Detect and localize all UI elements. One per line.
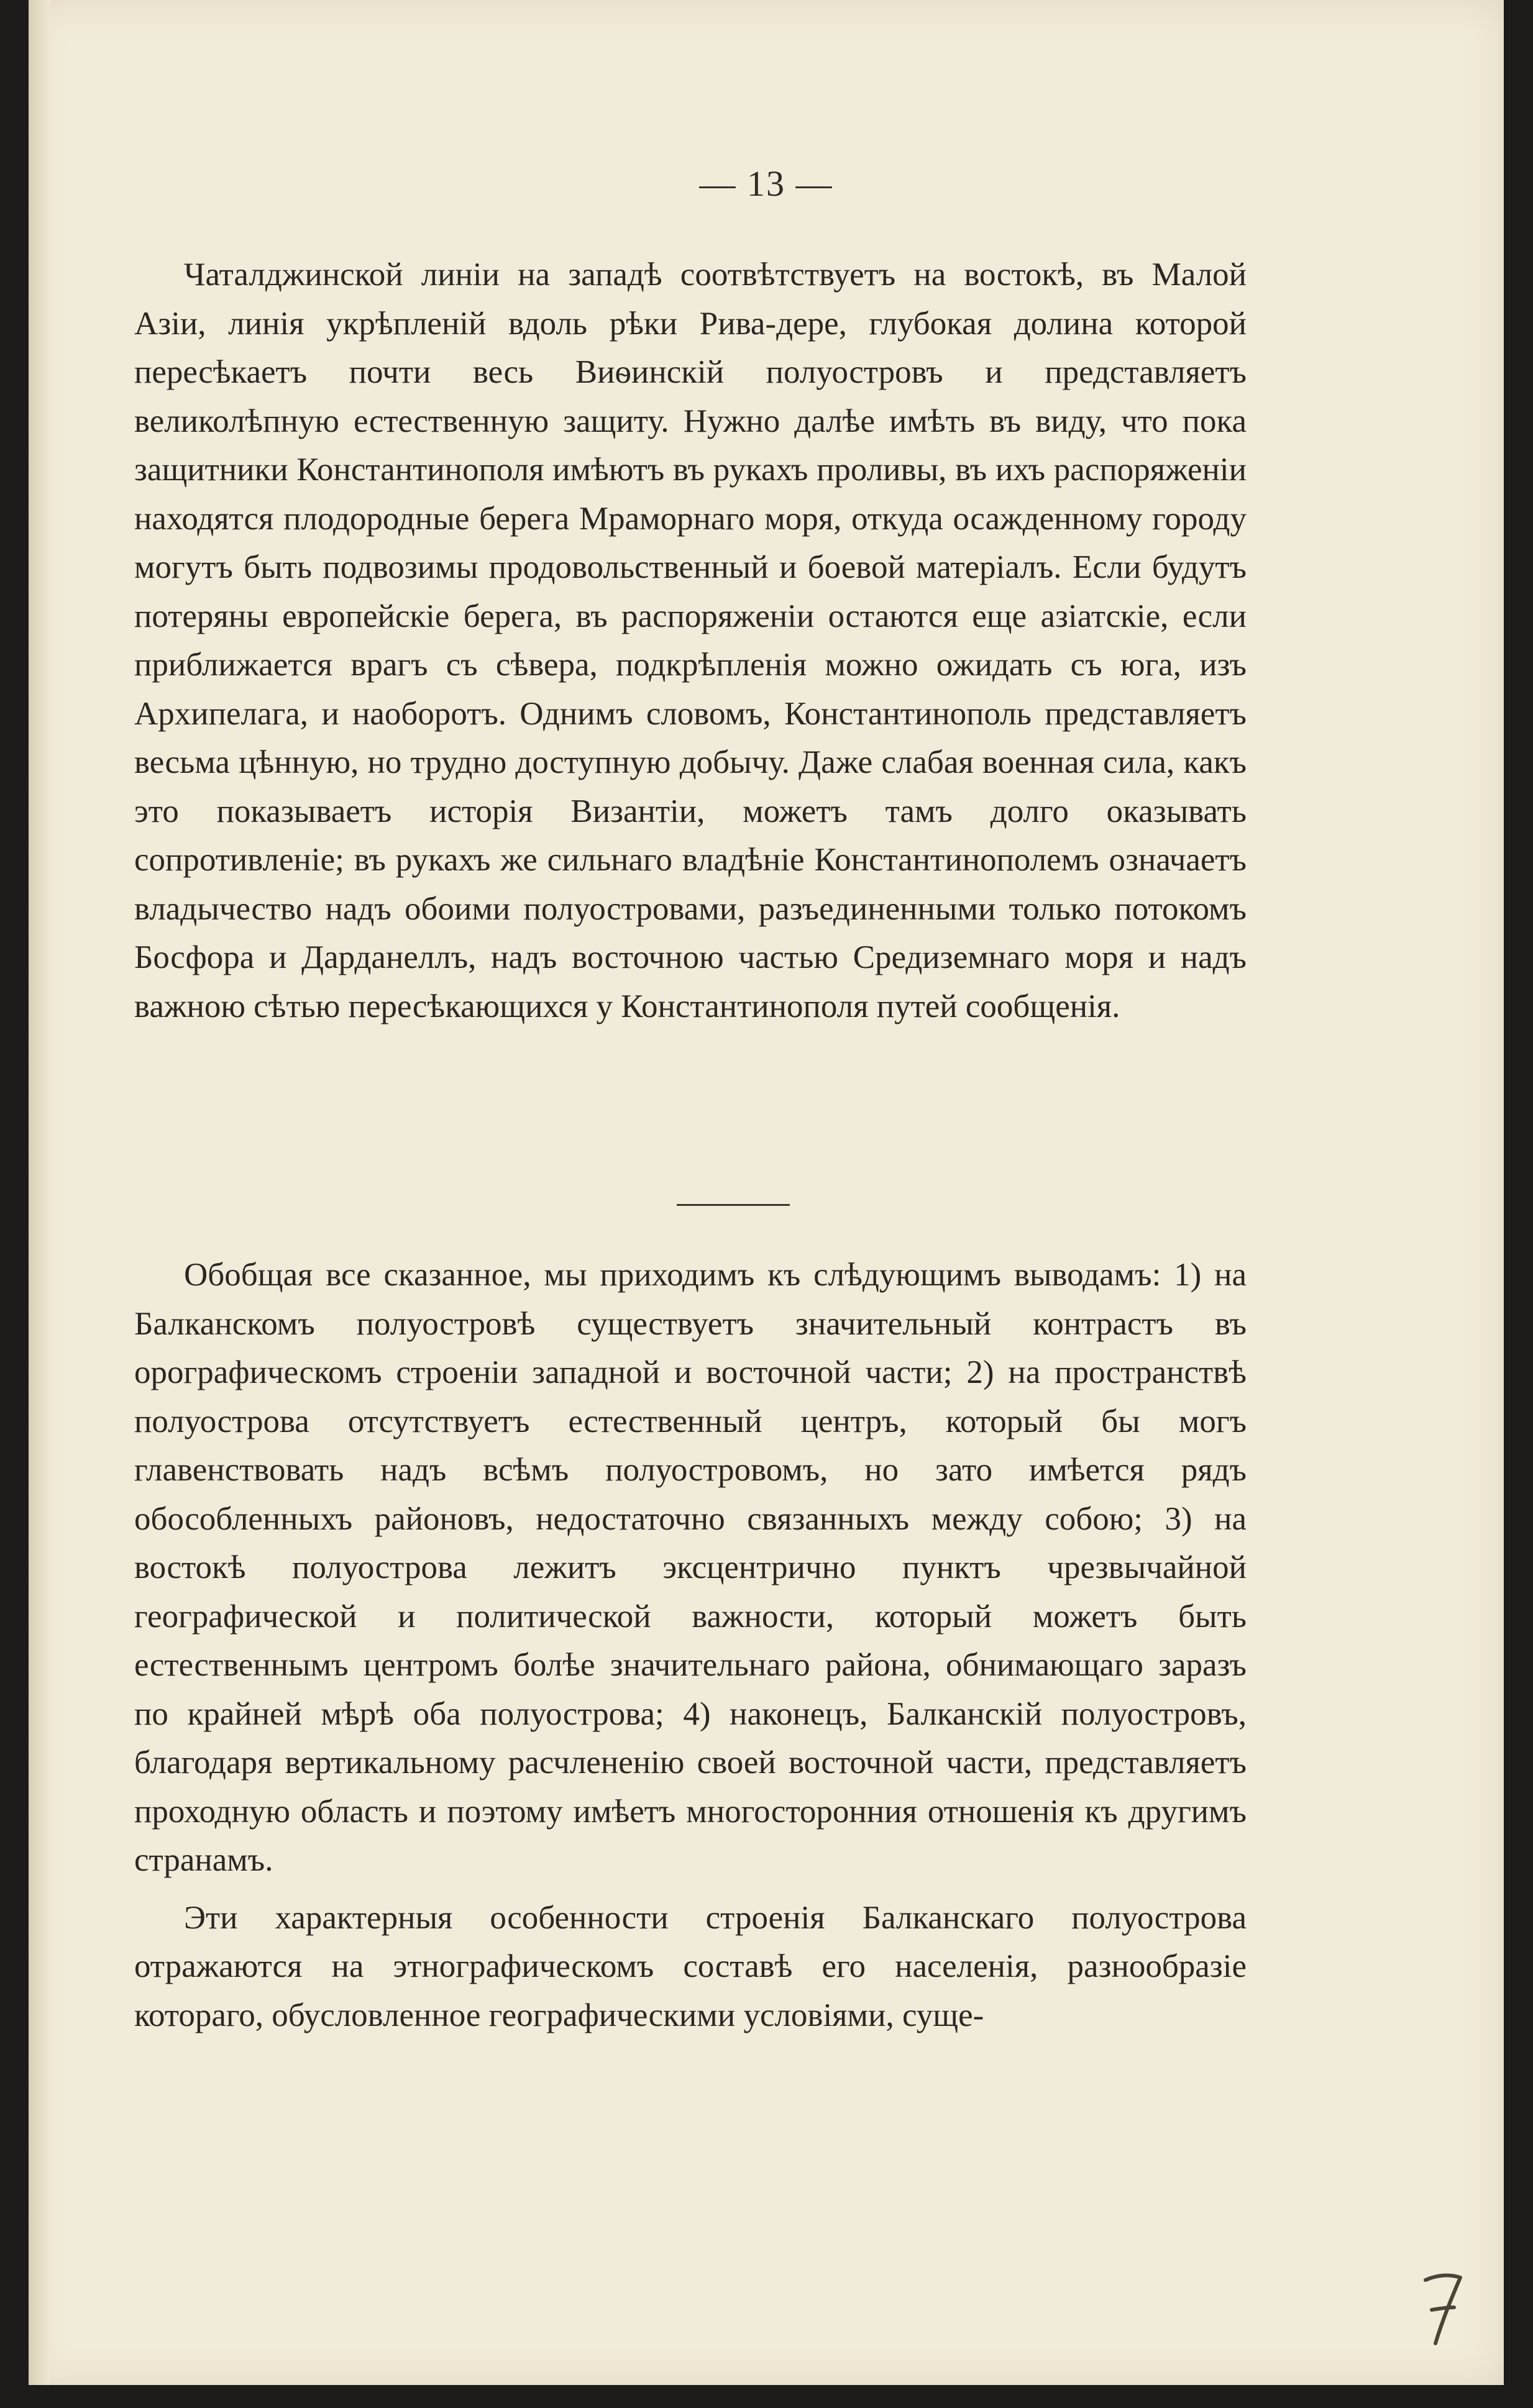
text-section-2 xyxy=(134,1251,1247,2040)
document-page xyxy=(29,0,1504,2385)
text-section-1 xyxy=(134,250,1247,1031)
page-number: — 13 — xyxy=(699,163,833,204)
paragraph-ethnography: Эти характерныя особенности строенія Балканскаго полуострова отражаются на этнографическомъ составѣ его населенія, разнообразіе котораго, обусловленное географическими условіями, суще- xyxy=(134,1899,1247,2033)
binding-gutter xyxy=(29,0,50,2385)
paragraph-conclusions: Обобщая все сказанное, мы приходимъ къ слѣдующимъ выводамъ: 1) на Балканскомъ полуостровѣ существуетъ значительный контрастъ въ орографическомъ строеніи западной и восточной части; 2) на пространствѣ полуострова отсутствуетъ естественный центръ, который бы могъ главенствовать надъ всѣмъ полуостровомъ, но зато имѣется рядъ обособленныхъ районовъ, недостаточно связанныхъ между собою; 3) на востокѣ полуострова лежитъ эксцентрично пунктъ чрезвычайной географической и политической важности, который можетъ быть естественнымъ центромъ болѣе значительнаго района, обнимающаго заразъ по крайней мѣрѣ оба полуострова; 4) наконецъ, Балканскій полуостровъ, благодаря вертикальному расчлененію своей восточной части, представляетъ проходную область и поэтому имѣетъ многосторонния отношенія къ другимъ странамъ. xyxy=(134,1257,1247,1878)
handwritten-page-mark xyxy=(1413,2266,1469,2353)
paragraph-constantinople: Чаталджинской линіи на западѣ соотвѣтствуетъ на востокѣ, въ Малой Азіи, линія укрѣпленій вдоль рѣки Рива-дере, глубокая долина которой пересѣкаетъ почти весь Виѳинскій полуостровъ и представляетъ великолѣпную естественную защиту. Нужно далѣе имѣть въ виду, что пока защитники Константинополя имѣютъ въ рукахъ проливы, въ ихъ распоряженіи находятся плодородные берега Мраморнаго моря, откуда осажденному городу могутъ быть подвозимы продовольственный и боевой матеріалъ. Если будутъ потеряны европейскіе берега, въ распоряженіи остаются еще азіатскіе, если приближается врагъ съ сѣвера, подкрѣпленія можно ожидать съ юга, изъ Архипелага, и наоборотъ. Однимъ словомъ, Константинополь представляетъ весьма цѣнную, но трудно доступную добычу. Даже слабая военная сила, какъ это показываетъ исторія Византіи, можетъ тамъ долго оказывать сопротивленіе; въ рукахъ же сильнаго владѣніе Константинополемъ означаетъ владычество надъ обоими полуостровами, разъединенными только потокомъ Босфора и Дарданеллъ, надъ восточною частью Средиземнаго моря и надъ важною сѣтью пересѣкающихся у Константинополя путей сообщенія. xyxy=(134,257,1247,1024)
section-divider xyxy=(677,1204,790,1206)
